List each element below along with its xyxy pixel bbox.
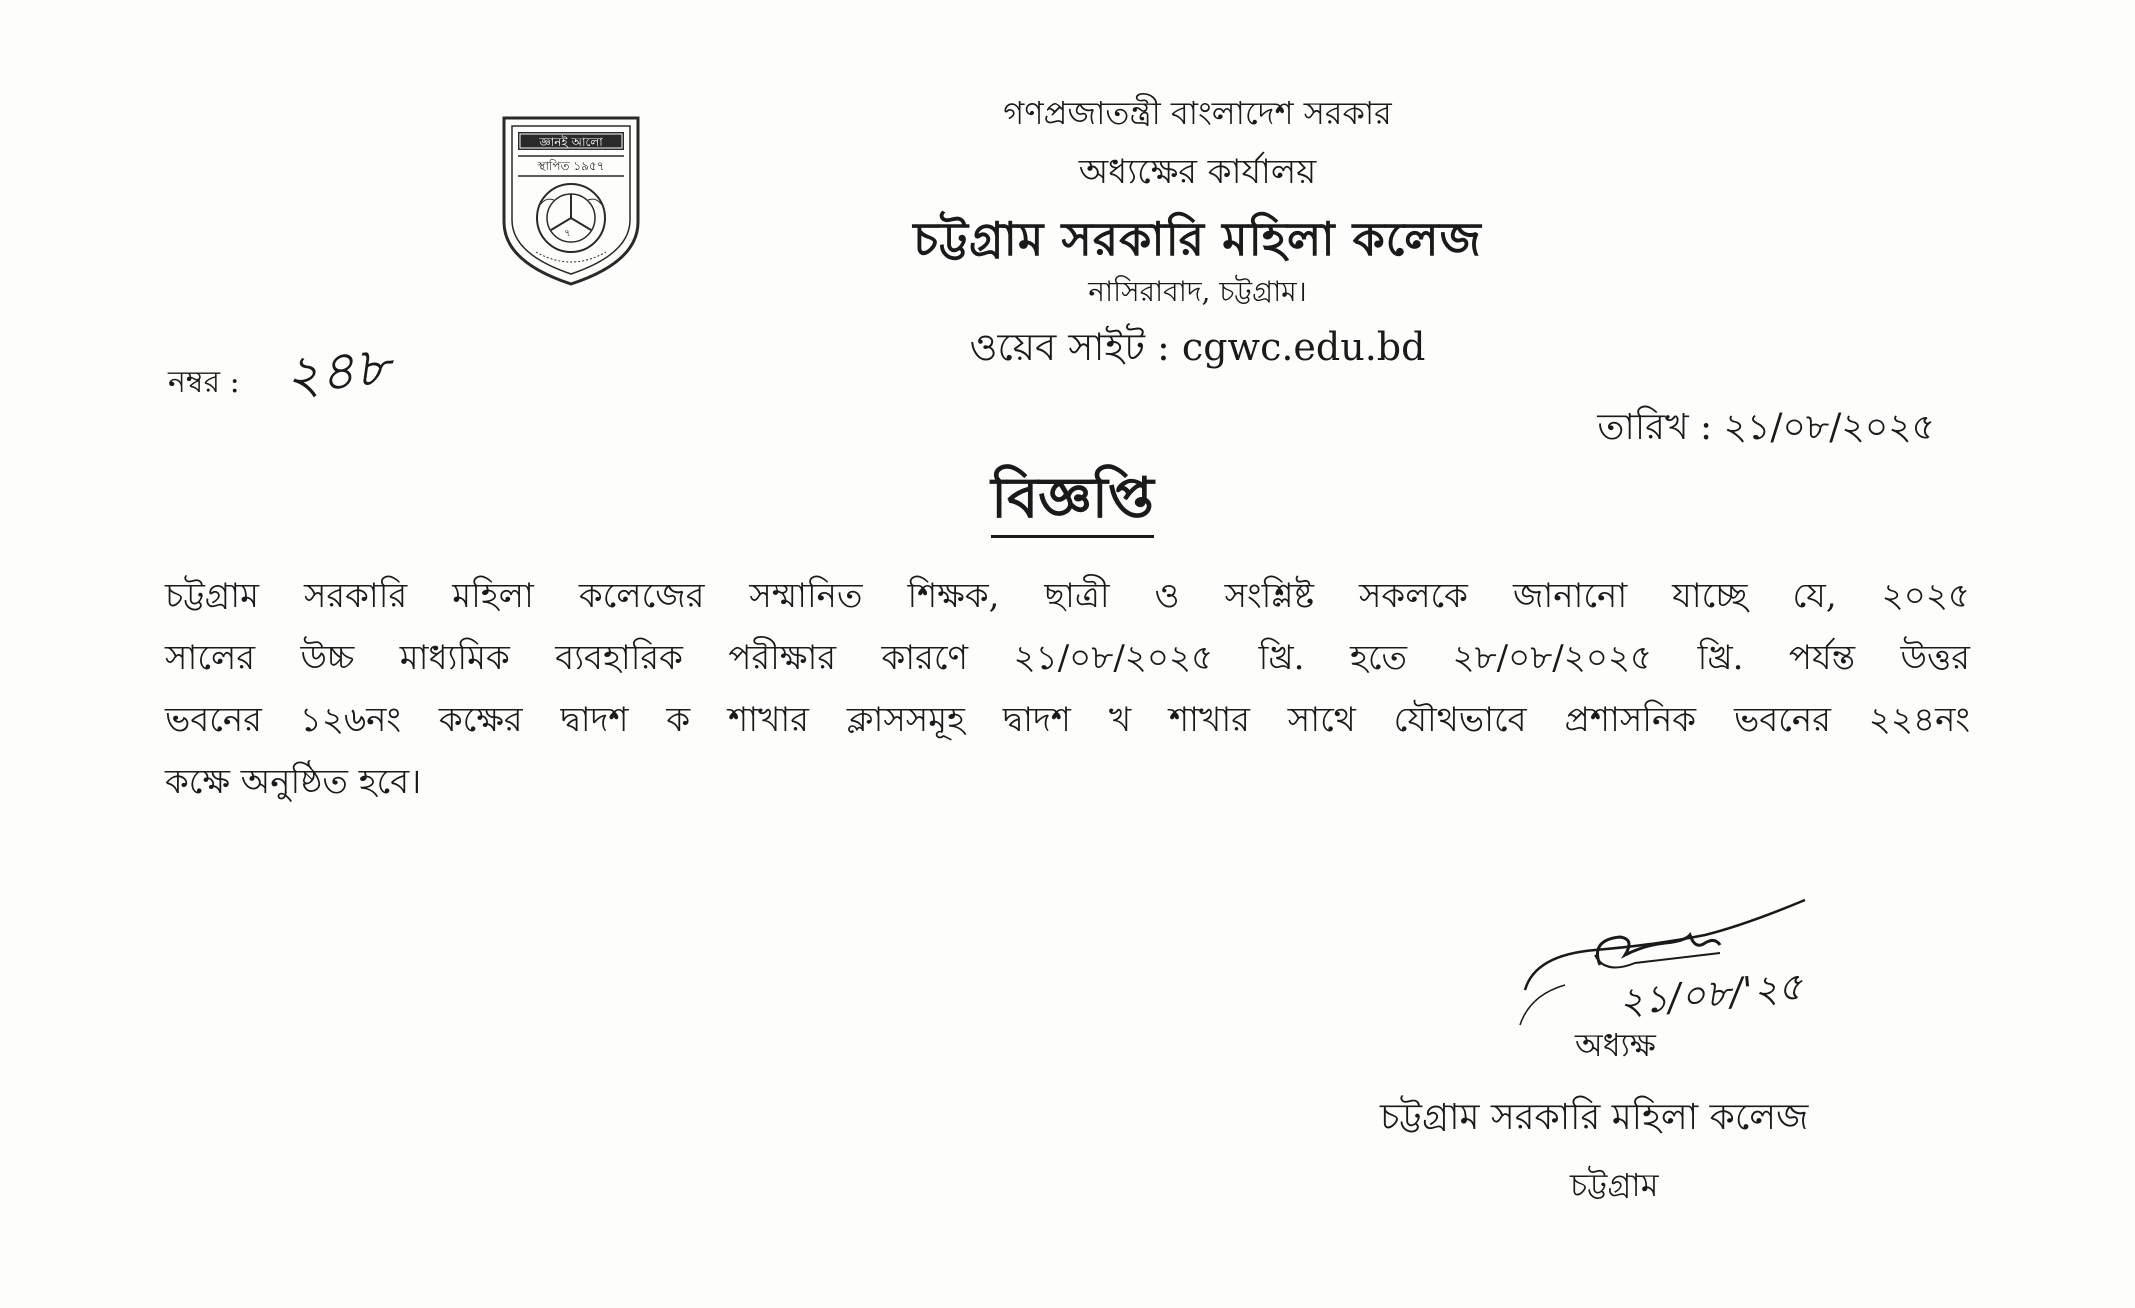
svg-text:স্থাপিত ১৯৫৭: স্থাপিত ১৯৫৭ bbox=[537, 159, 605, 173]
notice-title: বিজ্ঞপ্তি bbox=[0, 455, 2135, 549]
website-link[interactable]: ওয়েব সাইট : cgwc.edu.bd bbox=[969, 325, 1426, 369]
college-address: নাসিরাবাদ, চট্টগ্রাম। bbox=[1088, 275, 1307, 308]
reference-label: নম্বর : bbox=[168, 365, 240, 400]
signatory-city: চট্টগ্রাম bbox=[1570, 1166, 1659, 1204]
office-heading: অধ্যক্ষের কার্যালয় bbox=[1078, 152, 1317, 192]
notice-body-line: সালের উচ্চ মাধ্যমিক ব্যবহারিক পরীক্ষার কারণে ২১/০৮/২০২৫ খ্রি. হতে ২৮/০৮/২০২৫ খ্রি. পর্যন্ত উত্তর bbox=[165, 638, 1970, 678]
college-name-heading: চট্টগ্রাম সরকারি মহিলা কলেজ bbox=[913, 212, 1482, 266]
government-heading: গণপ্রজাতন্ত্রী বাংলাদেশ সরকার bbox=[1003, 94, 1392, 132]
notice-body-line: চট্টগ্রাম সরকারি মহিলা কলেজের সম্মানিত শিক্ষক, ছাত্রী ও সংশ্লিষ্ট সকলকে জানানো যাচ্ছে যে, ২০২৫ bbox=[165, 576, 1970, 616]
signatory-college: চট্টগ্রাম সরকারি মহিলা কলেজ bbox=[1380, 1097, 1809, 1138]
svg-text:২১/০৮/'২৫: ২১/০৮/'২৫ bbox=[1616, 964, 1805, 1024]
notice-date: তারিখ : ২১/০৮/২০২৫ bbox=[1597, 407, 1935, 448]
svg-text:জ্ঞানই আলো: জ্ঞানই আলো bbox=[539, 135, 603, 149]
svg-text:৭: ৭ bbox=[564, 228, 571, 239]
notice-body bbox=[165, 565, 1970, 813]
reference-number: ২৪৮ bbox=[281, 334, 393, 408]
handwritten-signature-icon bbox=[1505, 895, 1865, 1045]
notice-body-line: কক্ষে অনুষ্ঠিত হবে। bbox=[165, 762, 422, 802]
signatory-title: অধ্যক্ষ bbox=[1575, 1026, 1656, 1064]
notice-body-line: ভবনের ১২৬নং কক্ষের দ্বাদশ ক শাখার ক্লাসসমূহ দ্বাদশ খ শাখার সাথে যৌথভাবে প্রশাসনিক ভবনের ২২৪নং bbox=[165, 700, 1970, 740]
